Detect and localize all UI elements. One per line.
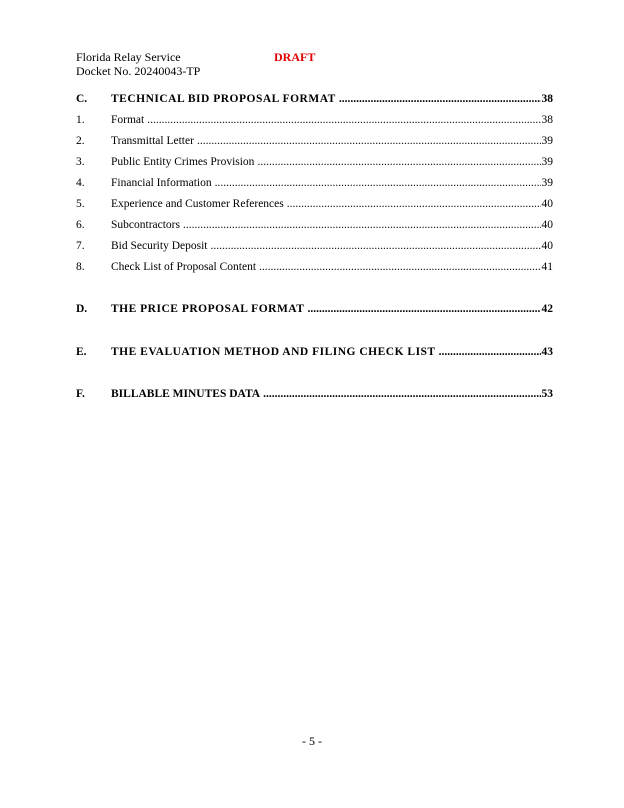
toc-entry-number: 4. [76,177,85,189]
toc-dot-leader [263,387,540,401]
toc-dot-leader [257,155,540,169]
header-organization: Florida Relay Service [76,50,181,64]
page-number: - 5 - [302,734,322,748]
toc-entry-number: 6. [76,219,85,231]
toc-entry-page: 42 [541,303,553,315]
toc-entry-7 [76,239,553,253]
toc-entry-5 [76,197,553,211]
toc-entry-1 [76,113,553,127]
toc-dot-leader [147,113,540,127]
toc-entry-title: THE EVALUATION METHOD AND FILING CHECK LIST [111,346,436,358]
toc-dot-leader [210,239,540,253]
toc-entry-title: Experience and Customer References [111,198,284,210]
toc-entry-number: 2. [76,135,85,147]
toc-entry-page: 40 [541,198,553,210]
toc-entry-d [76,302,553,316]
toc-entry-page: 40 [541,219,553,231]
toc-dot-leader [215,176,541,190]
toc-entry-page: 53 [541,388,553,400]
toc-entry-e [76,345,553,359]
toc-entry-c [76,92,553,106]
toc-entry-number: C. [76,93,88,105]
toc-entry-page: 41 [541,261,553,273]
toc-dot-leader [339,92,541,106]
toc-dot-leader [439,345,541,359]
toc-entry-number: D. [76,303,88,315]
toc-entry-f [76,387,553,401]
toc-entry-number: F. [76,388,85,400]
toc-entry-page: 39 [541,156,553,168]
toc-entry-8 [76,260,553,274]
toc-entry-page: 40 [541,240,553,252]
toc-entry-title: TECHNICAL BID PROPOSAL FORMAT [111,93,336,105]
toc-entry-3 [76,155,553,169]
toc-entry-title: Check List of Proposal Content [111,261,257,273]
toc-entry-title: Subcontractors [111,219,180,231]
draft-label: DRAFT [274,50,316,64]
toc-entry-title: Transmittal Letter [111,135,194,147]
toc-entry-number: 1. [76,114,85,126]
toc-entry-page: 38 [541,114,553,126]
toc-dot-leader [183,218,541,232]
toc-entry-6 [76,218,553,232]
toc-entry-title: THE PRICE PROPOSAL FORMAT [111,303,305,315]
toc-entry-title: BILLABLE MINUTES DATA [111,388,261,400]
toc-entry-number: 3. [76,156,85,168]
toc-entry-title: Financial Information [111,177,212,189]
toc-entry-title: Public Entity Crimes Provision [111,156,255,168]
toc-entry-title: Format [111,114,145,126]
toc-dot-leader [259,260,540,274]
toc-entry-page: 39 [541,177,553,189]
toc-entry-number: 5. [76,198,85,210]
header-docket-number: Docket No. 20240043-TP [76,64,201,78]
toc-dot-leader [197,134,541,148]
toc-entry-page: 43 [541,346,553,358]
toc-entry-number: 7. [76,240,85,252]
toc-entry-page: 39 [541,135,553,147]
toc-entry-page: 38 [541,93,553,105]
toc-entry-4 [76,176,553,190]
toc-entry-2 [76,134,553,148]
toc-entry-number: 8. [76,261,85,273]
toc-dot-leader [307,302,540,316]
toc-dot-leader [287,197,541,211]
toc-entry-title: Bid Security Deposit [111,240,208,252]
toc-entry-number: E. [76,346,87,358]
